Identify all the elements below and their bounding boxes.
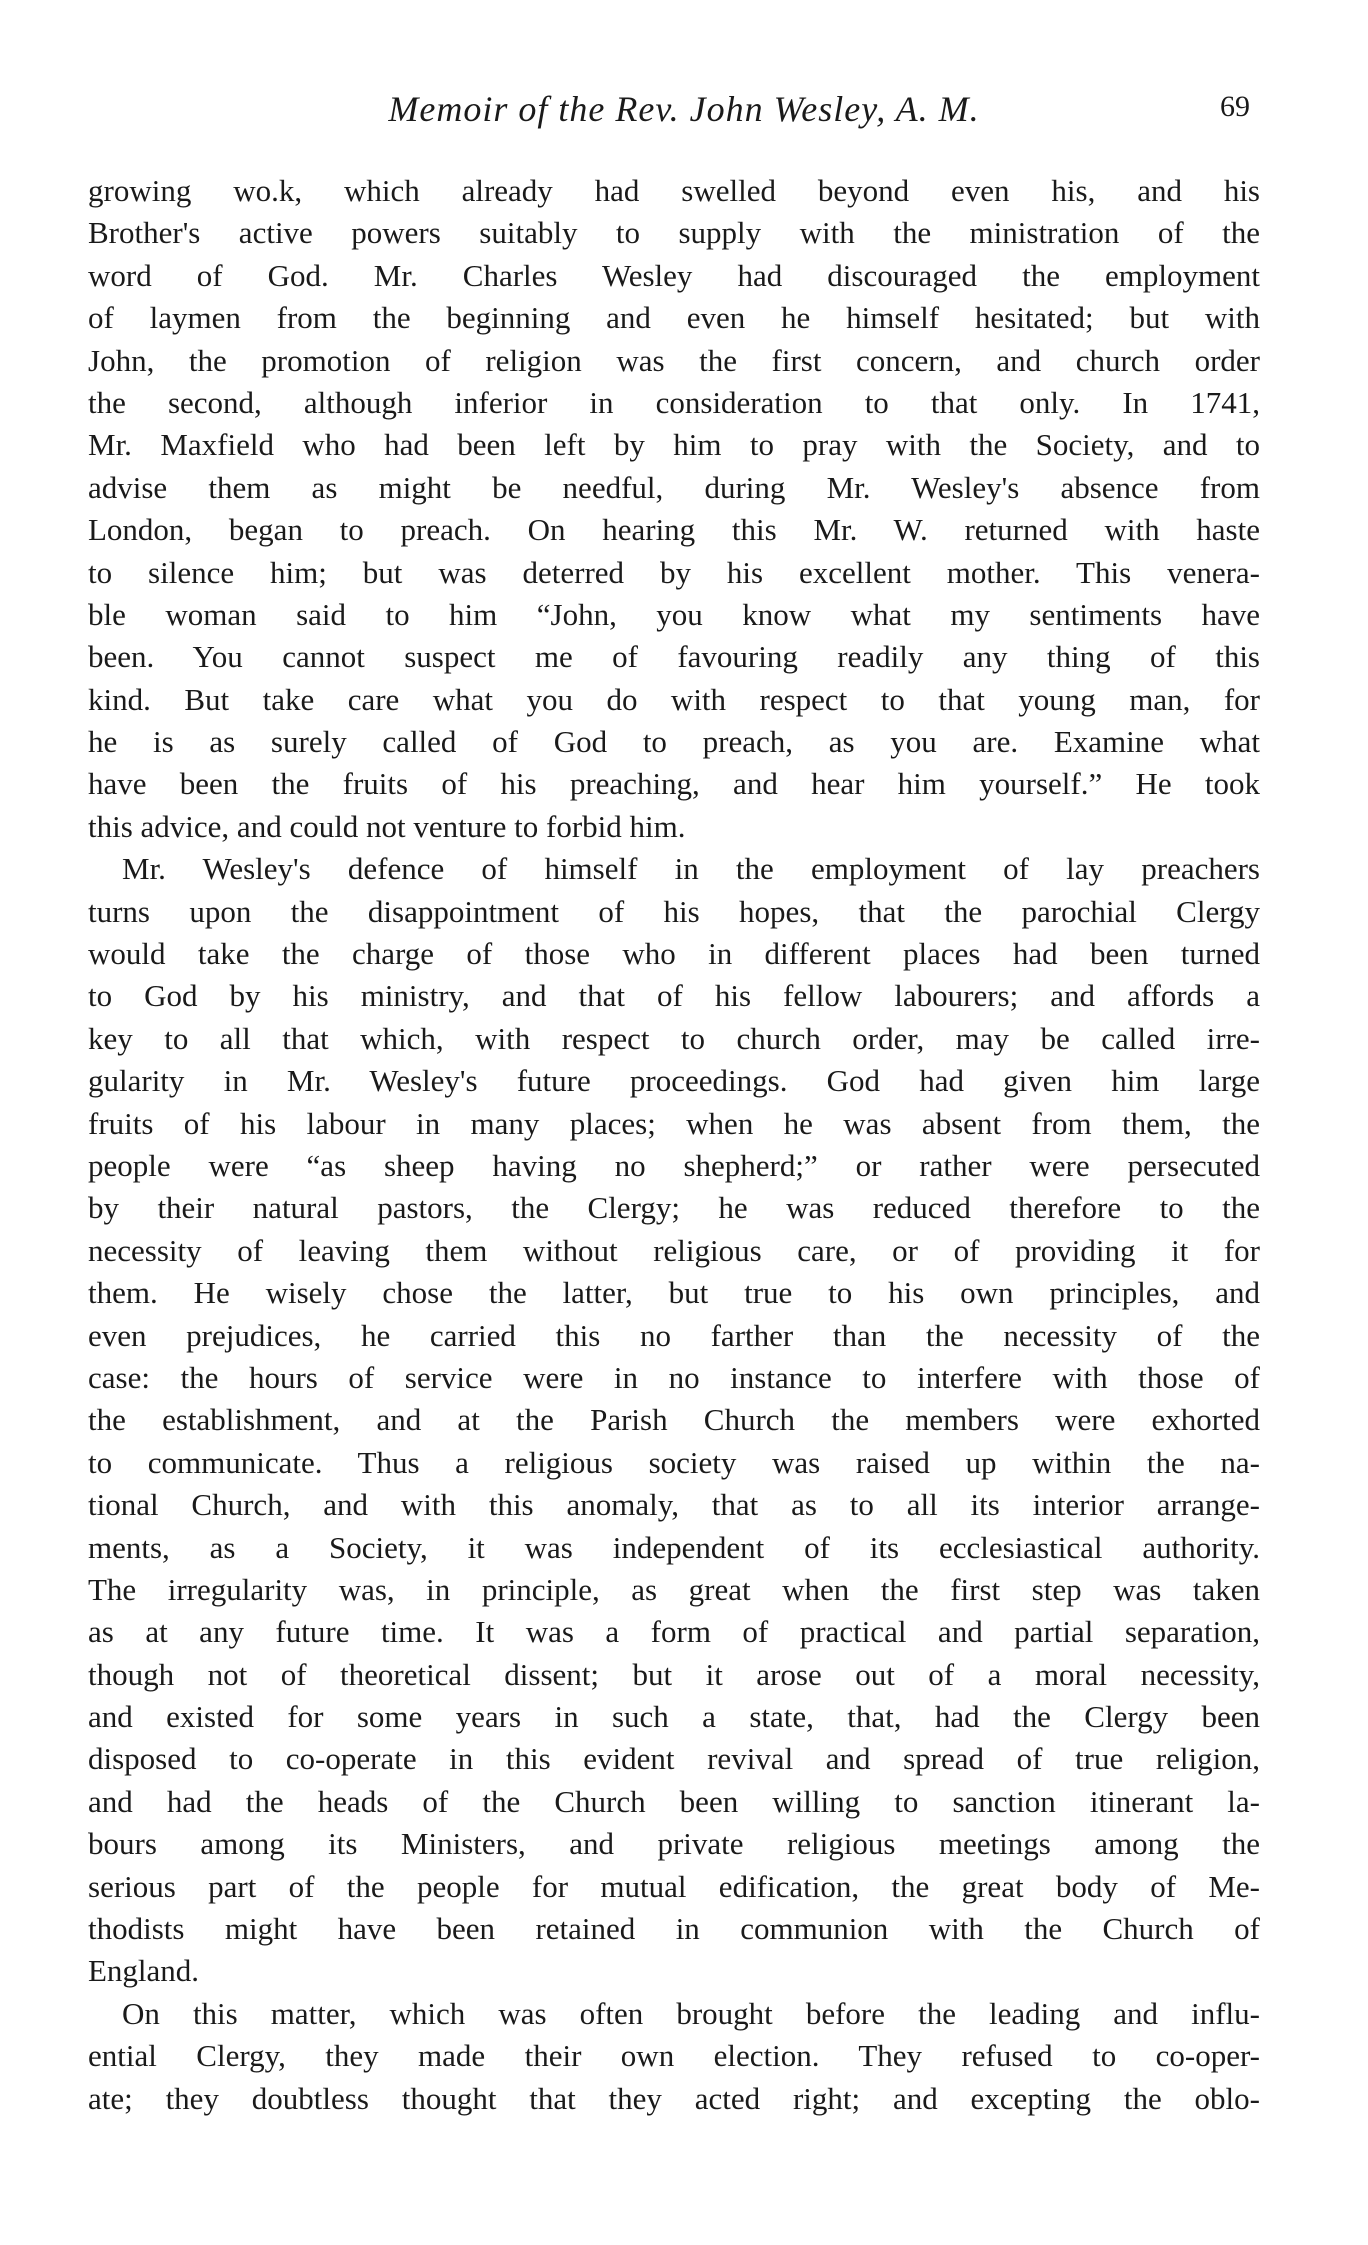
text-line: by their natural pastors, the Clergy; he was reduced therefore to the bbox=[88, 1190, 1260, 1226]
page-number: 69 bbox=[1220, 90, 1250, 123]
page-header bbox=[0, 88, 1368, 128]
running-title: Memoir of the Rev. John Wesley, A. M. bbox=[388, 89, 980, 129]
text-line: and had the heads of the Church been willing to sanction itinerant la- bbox=[88, 1783, 1260, 1819]
text-line: case: the hours of service were in no instance to interfere with those of bbox=[88, 1359, 1260, 1395]
text-line: the second, although inferior in consideration to that only. In 1741, bbox=[88, 384, 1260, 420]
text-line: to communicate. Thus a religious society was raised up within the na- bbox=[88, 1444, 1260, 1480]
text-line: them. He wisely chose the latter, but true to his own principles, and bbox=[88, 1275, 1260, 1311]
text-line: key to all that which, with respect to church order, may be called irre- bbox=[88, 1020, 1260, 1056]
text-line: ate; they doubtless thought that they acted right; and excepting the oblo- bbox=[88, 2080, 1260, 2116]
text-line: to God by his ministry, and that of his fellow labourers; and affords a bbox=[88, 978, 1260, 1014]
text-line: Mr. Wesley's defence of himself in the employment of lay preachers bbox=[122, 851, 1260, 887]
text-line: the establishment, and at the Parish Church the members were exhorted bbox=[88, 1402, 1260, 1438]
text-line: necessity of leaving them without religious care, or of providing it for bbox=[88, 1232, 1260, 1268]
text-line: serious part of the people for mutual edification, the great body of Me- bbox=[88, 1868, 1260, 1904]
text-line: and existed for some years in such a state, that, had the Clergy been bbox=[88, 1699, 1260, 1735]
text-line: On this matter, which was often brought before the leading and influ- bbox=[122, 1995, 1260, 2031]
text-line: turns upon the disappointment of his hopes, that the parochial Clergy bbox=[88, 893, 1260, 929]
text-line: gularity in Mr. Wesley's future proceedings. God had given him large bbox=[88, 1063, 1260, 1099]
text-line: this advice, and could not venture to forbid him. bbox=[88, 808, 686, 844]
text-line: Brother's active powers suitably to supply with the ministration of the bbox=[88, 215, 1260, 251]
text-line: though not of theoretical dissent; but it arose out of a moral necessity, bbox=[88, 1656, 1260, 1692]
text-line: he is as surely called of God to preach, as you are. Examine what bbox=[88, 724, 1260, 760]
text-line: London, began to preach. On hearing this Mr. W. returned with haste bbox=[88, 512, 1260, 548]
text-line: as at any future time. It was a form of practical and partial separation, bbox=[88, 1614, 1260, 1650]
text-line: of laymen from the beginning and even he himself hesitated; but with bbox=[88, 300, 1260, 336]
text-line: ble woman said to him “John, you know what my sentiments have bbox=[88, 596, 1260, 632]
text-line: ential Clergy, they made their own election. They refused to co-oper- bbox=[88, 2038, 1260, 2074]
text-line: tional Church, and with this anomaly, that as to all its interior arrange- bbox=[88, 1487, 1260, 1523]
text-line: people were “as sheep having no shepherd;” or rather were persecuted bbox=[88, 1147, 1260, 1183]
text-line: thodists might have been retained in communion with the Church of bbox=[88, 1911, 1260, 1947]
text-line: been. You cannot suspect me of favouring readily any thing of this bbox=[88, 639, 1260, 675]
text-line: growing wo.k, which already had swelled beyond even his, and his bbox=[88, 173, 1260, 208]
text-line: kind. But take care what you do with respect to that young man, for bbox=[88, 681, 1260, 717]
text-line: would take the charge of those who in different places had been turned bbox=[88, 936, 1260, 972]
text-line: advise them as might be needful, during Mr. Wesley's absence from bbox=[88, 469, 1260, 505]
text-line: fruits of his labour in many places; when he was absent from them, the bbox=[88, 1105, 1260, 1141]
body-text bbox=[88, 170, 1260, 2120]
text-line: have been the fruits of his preaching, and hear him yourself.” He took bbox=[88, 766, 1260, 802]
text-line: John, the promotion of religion was the first concern, and church order bbox=[88, 342, 1260, 378]
text-line: ments, as a Society, it was independent of its ecclesiastical authority. bbox=[88, 1529, 1260, 1565]
text-line: word of God. Mr. Charles Wesley had discouraged the employment bbox=[88, 257, 1260, 293]
text-line: even prejudices, he carried this no farther than the necessity of the bbox=[88, 1317, 1260, 1353]
text-line: The irregularity was, in principle, as great when the first step was taken bbox=[88, 1571, 1260, 1607]
text-line: bours among its Ministers, and private religious meetings among the bbox=[88, 1826, 1260, 1862]
text-line: England. bbox=[88, 1953, 200, 1989]
text-line: disposed to co-operate in this evident revival and spread of true religion, bbox=[88, 1741, 1260, 1777]
text-line: Mr. Maxfield who had been left by him to pray with the Society, and to bbox=[88, 427, 1260, 463]
text-line: to silence him; but was deterred by his excellent mother. This venera- bbox=[88, 554, 1260, 590]
